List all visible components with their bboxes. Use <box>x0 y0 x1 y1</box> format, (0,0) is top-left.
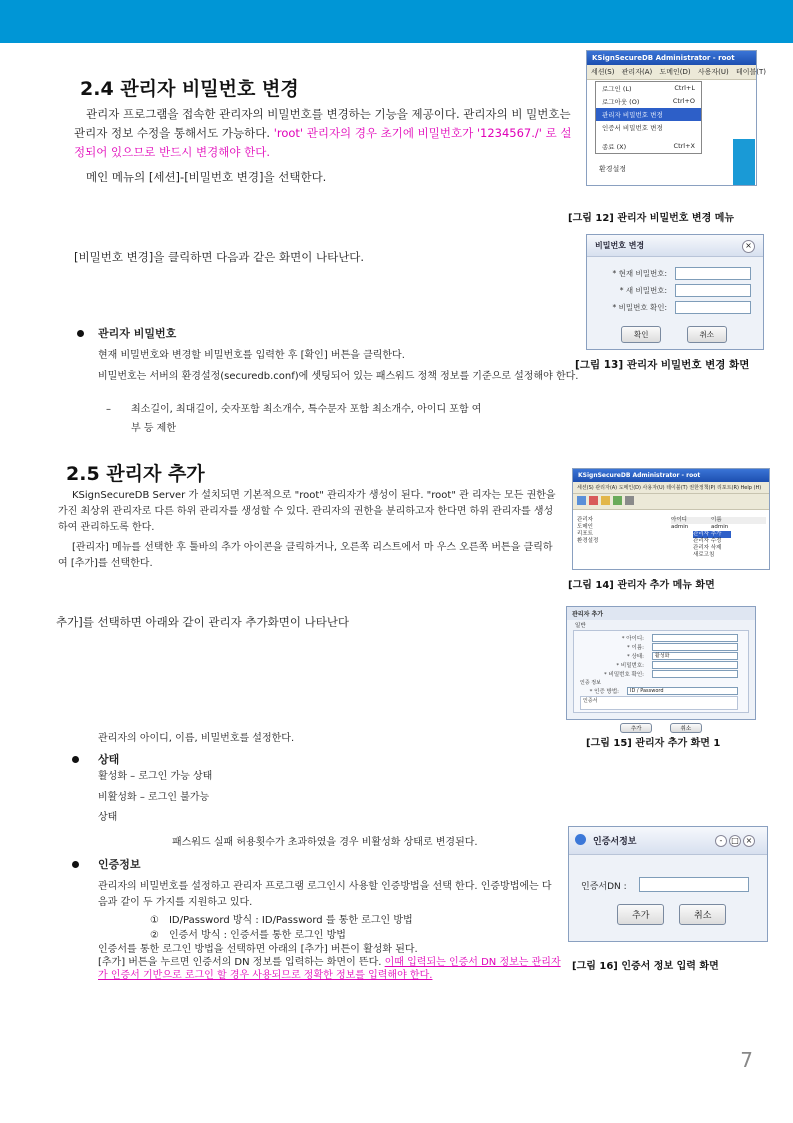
fig13-dialog-title: 비밀번호 변경 <box>587 235 763 257</box>
fig15-cancel-button[interactable]: 취소 <box>670 723 703 733</box>
tree-item-admin[interactable]: 관리자 <box>577 517 593 523</box>
fig15-add-button[interactable]: 추가 <box>620 723 653 733</box>
fig15-dialog-title: 관리자 추가 <box>567 607 755 620</box>
status-active: 활성화 – 로그인 가능 상태 <box>98 771 213 782</box>
bullet-auth-title: 인증정보 <box>98 858 141 871</box>
fig16-cancel-button-wrap <box>679 903 726 925</box>
cert-dn-input[interactable] <box>639 877 749 892</box>
bullet-admin-password-text1: 현재 비밀번호와 변경할 비밀번호를 입력한 후 [확인] 버튼을 클릭한다. <box>98 350 405 361</box>
header-bar <box>0 0 793 43</box>
fig12-tree-settings: 환경설정 <box>599 165 627 173</box>
fig12-session-dropdown <box>595 81 702 154</box>
root-password-note: 'root' 관리자의 경우 초기에 비밀번호가 '1234567./' 로 설정되어 있으므로 반드시 변경해야 한다. <box>74 126 572 159</box>
cancel-button[interactable]: 취소 <box>687 326 728 343</box>
fig15-id-label: * 아이디: <box>621 636 644 642</box>
section-title-2-4: 2.4 관리자 비밀번호 변경 <box>80 78 299 100</box>
set-id-name-password-text: 관리자의 아이디, 이름, 비밀번호를 설정한다. <box>98 733 295 744</box>
fig15-caption: [그림 15] 관리자 추가 화면 1 <box>586 738 721 749</box>
fig15-confirm-label: * 비밀번호 확인: <box>604 672 644 678</box>
status-inactive: 비활성화 – 로그인 불가능 <box>98 792 210 803</box>
delete-icon[interactable] <box>589 496 598 505</box>
fig15-confirm-input[interactable] <box>652 670 738 678</box>
fig16-cancel-button[interactable]: 취소 <box>679 904 726 925</box>
fig15-password-input[interactable] <box>652 661 738 669</box>
section-2-4-intro <box>74 105 574 162</box>
dash-marker: – <box>106 404 111 415</box>
tree-item-settings[interactable]: 환경설정 <box>577 538 599 544</box>
fig12-item-change-admin-password[interactable]: 관리자 비밀번호 변경 <box>596 108 701 121</box>
fig14-admin-list: 아이디 이름 admin admin 관리자 추가 관리자 수정 관리자 삭제 새로고침 <box>671 517 766 559</box>
policy-limits-text2: 부 등 제한 <box>131 423 176 434</box>
fig16-add-button[interactable]: 추가 <box>617 904 664 925</box>
fig15-auth-group: 인증 정보 <box>580 680 601 686</box>
fig15-auth-method-select[interactable]: ID / Password <box>627 687 738 695</box>
fig13-change-password-dialog <box>586 234 764 350</box>
fig12-menu-session[interactable]: 세션(S) <box>591 68 615 76</box>
section-title-2-5: 2.5 관리자 추가 <box>66 463 205 485</box>
edit-icon[interactable] <box>601 496 610 505</box>
fig12-item-login[interactable]: 로그인 (L) Ctrl+L <box>602 84 695 93</box>
fig15-id-input[interactable] <box>652 634 738 642</box>
page-number: 7 <box>740 1048 753 1072</box>
auth-item-id-password: ① ID/Password 방식 : ID/Password 를 통한 로그인 방법 <box>150 915 413 926</box>
fig14-admin-menu-screenshot <box>572 468 770 570</box>
auth-item-certificate: ② 인증서 방식 : 인증서를 통한 로그인 방법 <box>150 930 346 941</box>
auth-dn-text: [추가] 버튼을 누르면 인증서의 DN 정보를 입력하는 화면이 뜬다. <box>98 957 385 968</box>
fig12-item-logout[interactable]: 로그아웃 (O) Ctrl+O <box>602 97 695 106</box>
close-icon[interactable]: × <box>742 240 755 253</box>
dialog-icon <box>575 834 586 845</box>
bullet-dot <box>72 861 79 868</box>
fig14-caption: [그림 14] 관리자 추가 메뉴 화면 <box>568 580 715 591</box>
fig12-menubar <box>587 65 766 80</box>
fig13-caption: [그림 13] 관리자 비밀번호 변경 화면 <box>575 359 750 371</box>
intro-text: 관리자 프로그램을 접속한 관리자의 비밀번호를 변경하는 기능을 제공이다. 관리자의 비 밀번호는 관리자 정보 수정을 통해서도 가능하다. <box>74 107 571 140</box>
fig15-add-admin-dialog <box>566 606 756 732</box>
bullet-dot <box>77 330 84 337</box>
context-item-refresh[interactable]: 새로고침 <box>693 552 715 558</box>
add-icon[interactable] <box>577 496 586 505</box>
fig15-password-label: * 비밀번호: <box>616 663 644 669</box>
fig15-cert-box: 인증서 <box>580 696 738 710</box>
fig14-toolbar <box>573 494 769 510</box>
fig14-titlebar: KSignSecureDB Administrator - root <box>573 469 769 482</box>
fig12-menu-screenshot <box>586 50 766 186</box>
fig12-item-exit[interactable]: 종료 (X) Ctrl+X <box>602 142 695 151</box>
fig15-name-input[interactable] <box>652 643 738 651</box>
fig12-caption: [그림 12] 관리자 비밀번호 변경 메뉴 <box>568 213 735 224</box>
status-state: 상태 <box>98 812 118 823</box>
policy-limits-text1: 최소길이, 최대길이, 숫자포함 최소개수, 특수문자 포함 최소개수, 아이디 포함 여 <box>131 404 482 415</box>
auth-add-activation: 인증서를 통한 로그인 방법을 선택하면 아래의 [추가] 버튼이 활성화 된다. <box>98 944 418 955</box>
fig15-name-label: * 이름: <box>627 645 644 651</box>
fig16-cert-info-dialog <box>568 826 768 942</box>
confirm-password-input[interactable] <box>675 301 751 314</box>
refresh-icon[interactable] <box>613 496 622 505</box>
section-2-5-menu-instruction: [관리자] 메뉴를 선택한 후 툴바의 추가 아이콘을 클릭하거나, 오른쪽 리스트에서 마 우스 오른쪽 버튼을 클릭하여 [추가]를 선택한다. <box>58 542 553 569</box>
fig12-menu-table[interactable]: 테이블(T) <box>735 68 766 76</box>
close-icon[interactable]: × <box>743 835 755 847</box>
fig12-item-change-cert-password[interactable]: 인증서 비밀번호 변경 <box>602 124 663 132</box>
maximize-icon[interactable]: □ <box>729 835 741 847</box>
fig12-logo-fragment <box>733 139 755 185</box>
fig16-dialog-title: 인증서정보 <box>569 827 767 855</box>
fig15-status-select[interactable]: 활성화 <box>652 652 738 660</box>
fig16-add-button-wrap <box>617 903 664 925</box>
section-2-5-intro: KSignSecureDB Server 가 설치되면 기본적으로 "root" 관리자가 생성이 된다. "root" 관 리자는 모든 권한을 가진 최상위 관리자로 다른 하위 관리자를 생성할 수 있다. 관리자의 권한을 분리하고자 한다면 하위 관리자를 생성하여 관리하도록 한다. <box>58 490 556 533</box>
cert-dn-label: 인증서DN : <box>581 882 627 892</box>
fig15-tab-general[interactable]: 일반 <box>575 623 586 629</box>
fig12-menu-domain[interactable]: 도메인(D) <box>659 68 691 76</box>
context-item-add[interactable]: 관리자 추가 <box>693 531 731 538</box>
bullet-admin-password-title: 관리자 비밀번호 <box>98 327 177 340</box>
fig14-menubar: 세션(S) 관리자(A) 도메인(D) 사용자(U) 테이블(T) 권한정책(P) 리포트(R) Help (H) <box>573 482 769 494</box>
fig12-menu-admin[interactable]: 관리자(A) <box>621 68 653 76</box>
new-password-input[interactable] <box>675 284 751 297</box>
click-change-password-text: [비밀번호 변경]을 클릭하면 다음과 같은 화면이 나타난다. <box>74 250 365 264</box>
new-password-label: * 새 비밀번호: <box>619 286 667 295</box>
fig15-auth-method-label: * 인증 방법: <box>589 689 619 695</box>
auth-description: 관리자의 비밀번호를 설정하고 관리자 프로그램 로그인시 사용할 인증방법을 선택 한다. 인증방법에는 다음과 같이 두 가지를 지원하고 있다. <box>98 881 552 908</box>
auth-dn-warning: 이때 입력되는 인증서 DN 정보는 관리자가 인증서 기반으로 로그인 할 경우 사용되므로 정확한 정보를 입력해야 한다. <box>98 957 561 981</box>
settings-icon[interactable] <box>625 496 634 505</box>
tree-item-report[interactable]: 리포트 <box>577 531 593 537</box>
status-note: 패스워드 실패 허용횟수가 초과하였을 경우 비활성화 상태로 변경된다. <box>172 837 478 848</box>
fig15-status-label: * 상태: <box>627 654 644 660</box>
fig16-window-controls <box>715 835 755 847</box>
bullet-admin-password-text2: 비밀번호는 서버의 환경설정(securedb.conf)에 셋팅되어 있는 패스워드 정책 정보를 기준으로 설정해야 한다. <box>98 371 579 382</box>
bullet-dot <box>72 756 79 763</box>
context-item-delete[interactable]: 관리자 삭제 <box>693 545 722 551</box>
add-screen-text: 추가]를 선택하면 아래와 같이 관리자 추가화면이 나타난다 <box>56 615 350 629</box>
fig16-caption: [그림 16] 인증서 정보 입력 화면 <box>572 961 719 972</box>
current-password-input[interactable] <box>675 267 751 280</box>
auth-dn-instruction <box>98 956 568 982</box>
fig14-tree <box>577 517 598 545</box>
menu-instruction: 메인 메뉴의 [세션]-[비밀번호 변경]을 선택한다. <box>86 170 327 184</box>
minimize-icon[interactable]: - <box>715 835 727 847</box>
ok-button[interactable]: 확인 <box>621 326 662 343</box>
bullet-status-title: 상태 <box>98 753 120 766</box>
context-item-edit[interactable]: 관리자 수정 <box>693 538 722 544</box>
tree-item-domain[interactable]: 도메인 <box>577 524 593 530</box>
current-password-label: * 현재 비밀번호: <box>612 269 667 278</box>
fig12-titlebar: KSignSecureDB Administrator - root <box>587 51 756 65</box>
confirm-password-label: * 비밀번호 확인: <box>612 303 667 312</box>
fig12-menu-user[interactable]: 사용자(U) <box>697 68 729 76</box>
